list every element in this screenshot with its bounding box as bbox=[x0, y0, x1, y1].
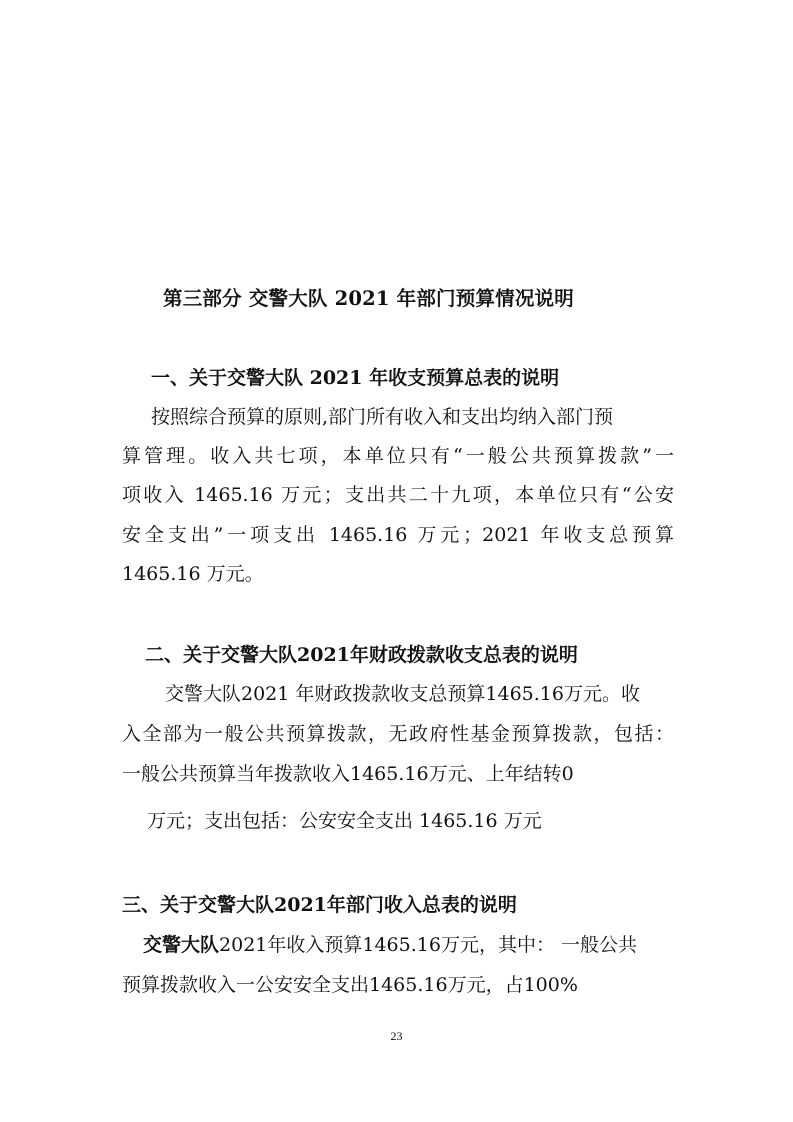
page-number: 23 bbox=[390, 1029, 403, 1043]
section-3-paragraph-line bbox=[143, 933, 637, 957]
section-2-heading: 二、关于交警大队2021年财政拨款收支总表的说明 bbox=[145, 644, 578, 666]
section-1-paragraph-line: 1465.16 万元。 bbox=[122, 563, 264, 585]
section-3-lead-text: 2021年收入预算1465.16万元，其中： 一般公共 bbox=[219, 934, 637, 956]
section-2-paragraph-line: 交警大队2021 年财政拨款收支总预算1465.16万元。收 bbox=[165, 683, 640, 705]
section-1-paragraph-line: 项收入 1465.16 万元；支出共二十九项，本单位只有“公安 bbox=[122, 484, 674, 506]
section-1-paragraph-line: 按照综合预算的原则,部门所有收入和支出均纳入部门预 bbox=[151, 406, 614, 428]
section-3-paragraph-line: 预算拨款收入一公安安全支出1465.16万元，占100% bbox=[122, 974, 578, 996]
section-1-paragraph-line: 安全支出”一项支出 1465.16 万元；2021 年收支总预算 bbox=[122, 524, 674, 546]
section-2-paragraph-line: 入全部为一般公共预算拨款，无政府性基金预算拨款，包括： bbox=[122, 723, 674, 745]
section-1-paragraph-line: 算管理。收入共七项，本单位只有“一般公共预算拨款”一 bbox=[122, 445, 674, 467]
page-title: 第三部分 交警大队 2021 年部门预算情况说明 bbox=[163, 287, 574, 310]
section-2-paragraph-line: 万元；支出包括：公安安全支出 1465.16 万元 bbox=[147, 810, 542, 832]
section-3-lead-term: 交警大队 bbox=[143, 934, 220, 956]
section-2-paragraph-line: 一般公共预算当年拨款收入1465.16万元、上年结转0 bbox=[122, 763, 574, 785]
section-1-heading: 一、关于交警大队 2021 年收支预算总表的说明 bbox=[151, 367, 560, 389]
section-3-heading: 三、关于交警大队2021年部门收入总表的说明 bbox=[122, 894, 517, 916]
